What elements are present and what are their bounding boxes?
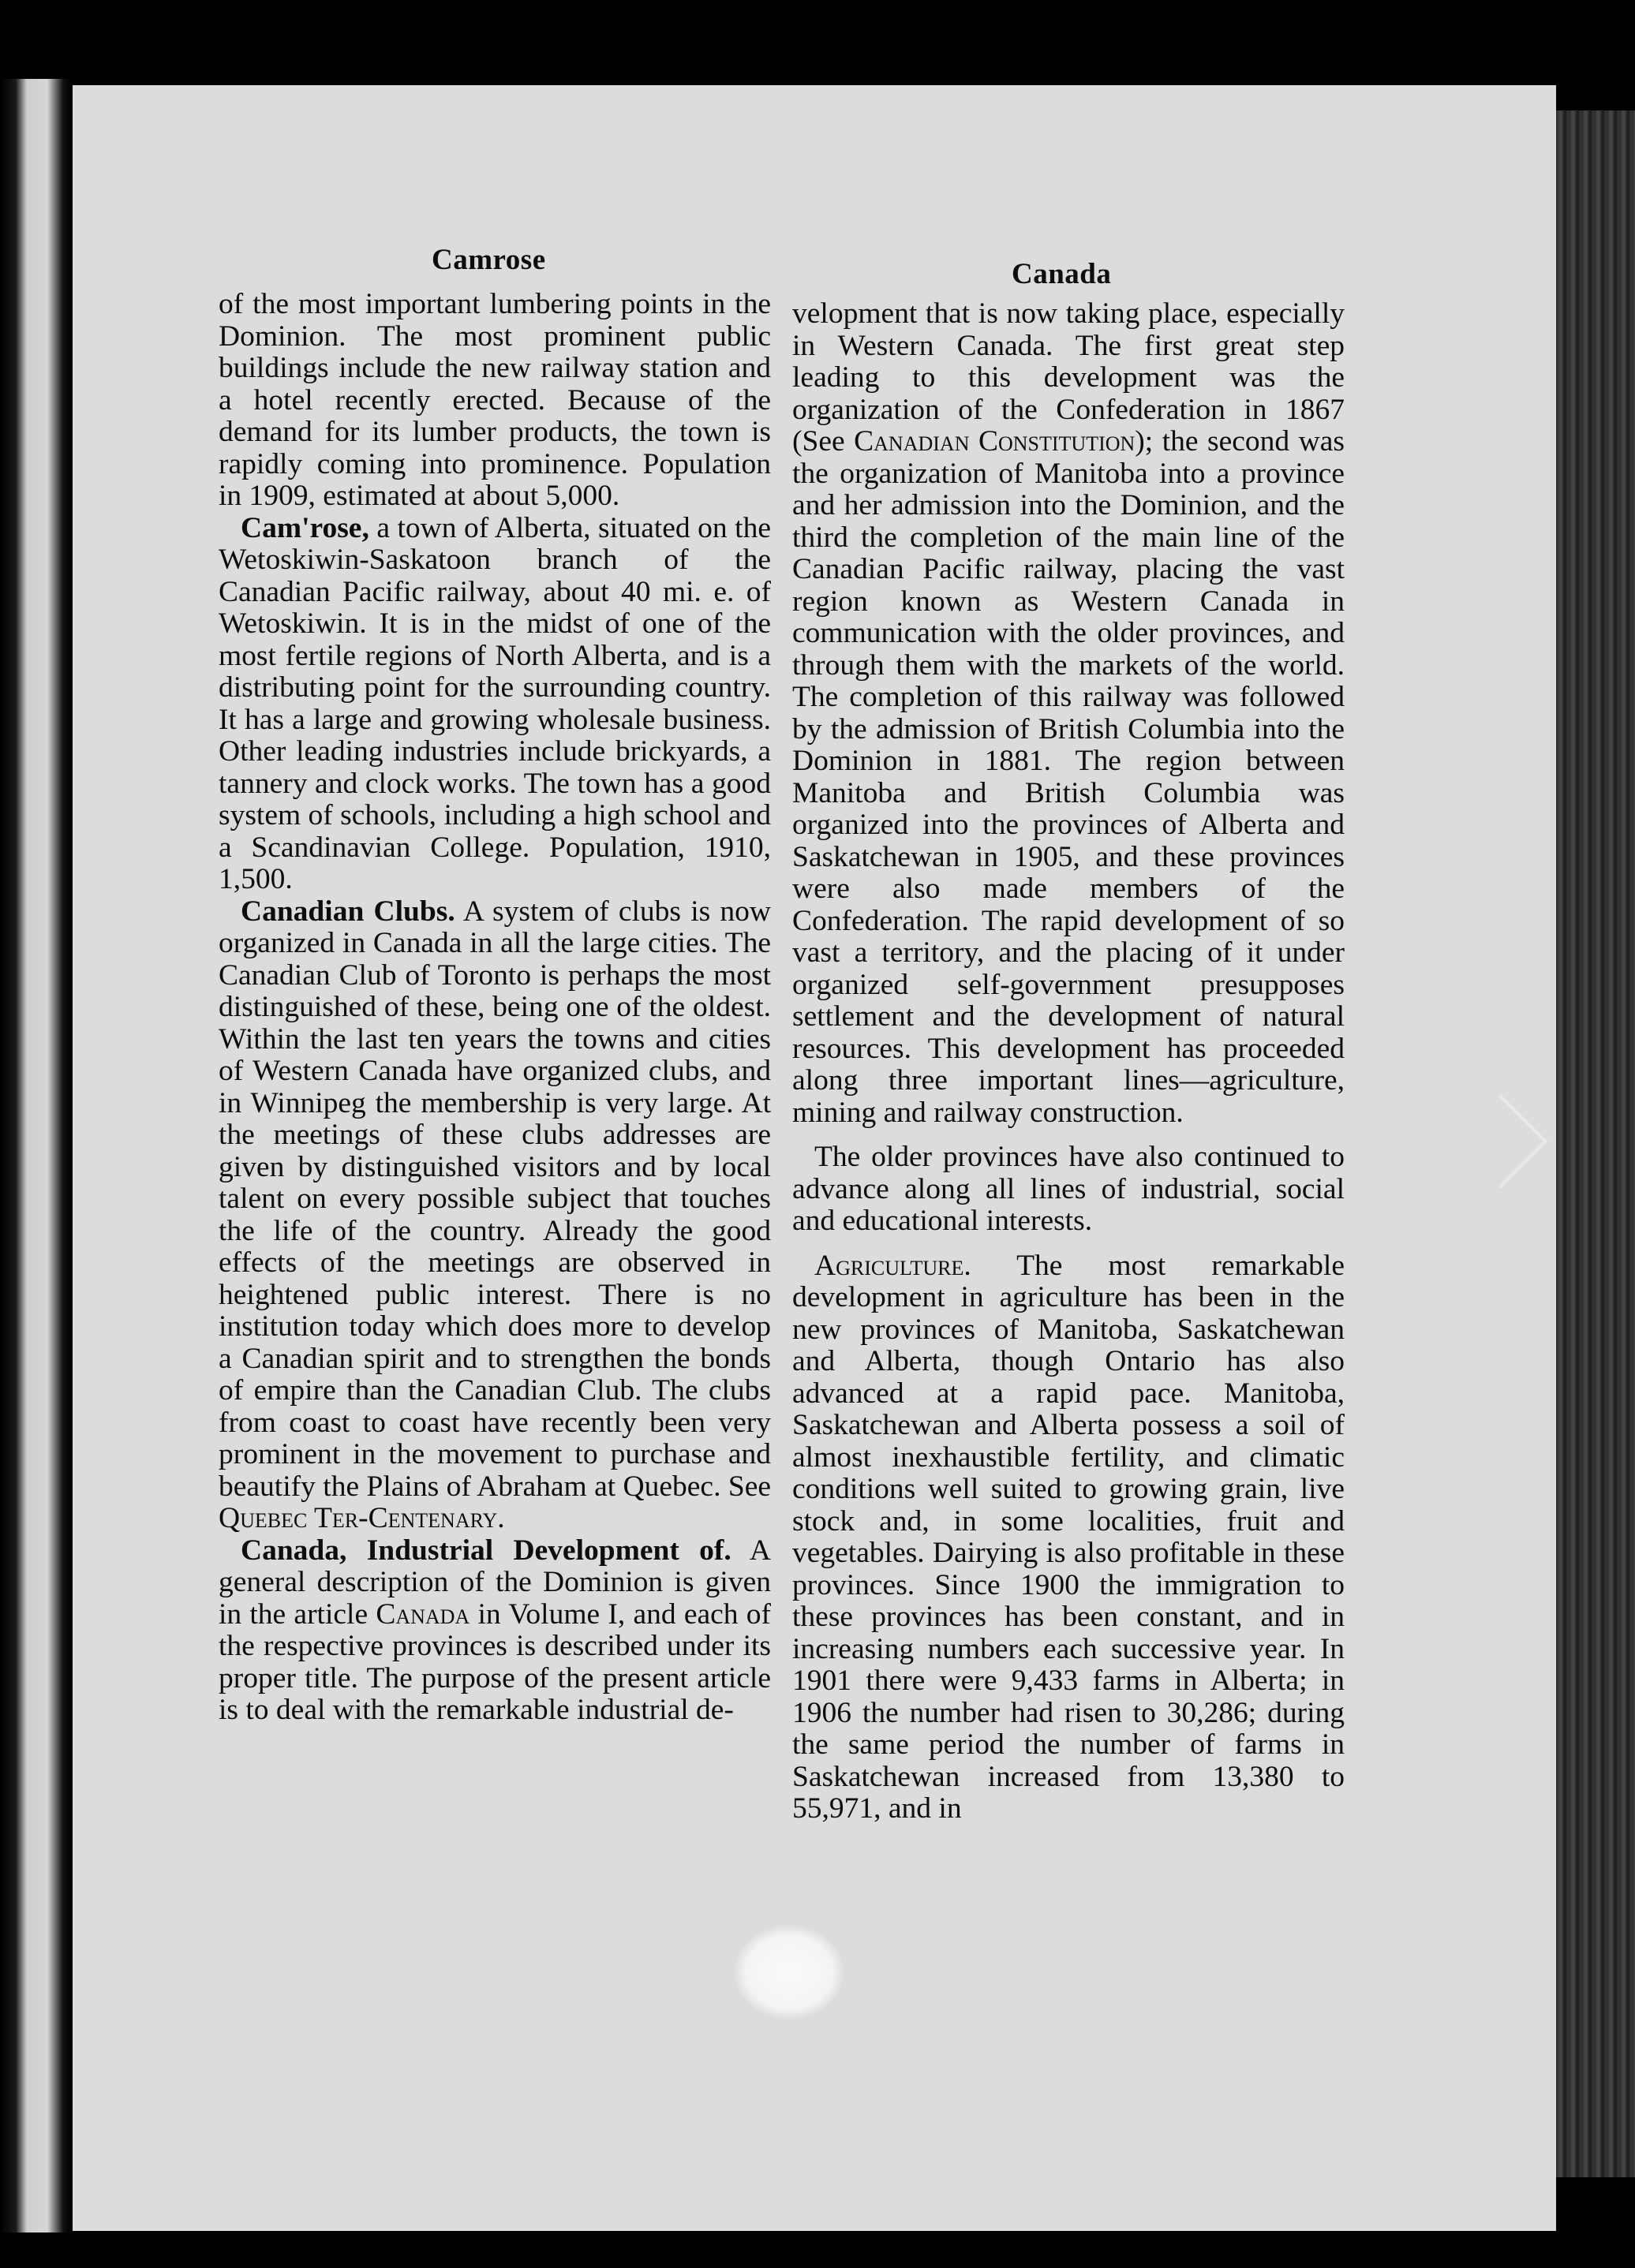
cross-reference: Canada (376, 1597, 470, 1631)
paragraph-development-continued: velopment that is now taking place, especially in Western Canada. The first great step leading to this development was the organization of the Confederation in 1867 (See Canadian Constitution); the second was the organization of Manitoba into a province and her admission into the Dominion, and the third the completion of the main line of the Canadian Pacific railway, placing the vast region known as Western Canada in communication with the older provinces, and through them with the markets of the world. The completion of this railway was followed by the admission of British Columbia into the Dominion in 1881. The region between Manitoba and British Columbia was organized into the provinces of Alberta and Saskatchewan in 1905, and these provinces were also made members of the Confederation. The rapid development of so vast a territory, and the placing of it under organized self-government presupposes settlement and the development of natural resources. This development has proceeded along three important lines—agriculture, mining and railway construction. (792, 297, 1345, 1129)
entry-camrose: Cam'rose, a town of Alberta, situated on the Wetoskiwin-Saskatoon branch of the Canadian Pacific railway, about 40 mi. e. of Wetoskiwin. It is in the midst of one of the most fertile regions of North Alberta, and is a distributing point for the surrounding country. It has a large and growing wholesale business. Other leading industries include brickyards, a tannery and clock works. The town has a good system of schools, including a high school and a Scandinavian College. Population, 1910, 1,500. (219, 511, 771, 895)
running-head-right: Canada (1012, 258, 1112, 290)
running-head-left: Camrose (432, 244, 546, 276)
left-column (219, 289, 771, 1727)
paragraph-camrose-continued: of the most important lumbering points in the Dominion. The most prominent public buildings include the new railway station and a hotel recently erected. Because of the demand for its lumber products, the town is rapidly coming into prominence. Population in 1909, estimated at about 5,000. (219, 288, 771, 512)
right-column (792, 298, 1345, 1825)
paper-damage-blot (734, 1925, 844, 2020)
cross-reference: Canadian Constitution (854, 425, 1136, 458)
cross-reference: Quebec Ter-Centenary (219, 1502, 498, 1534)
entry-term: Canada, Industrial Development of. (241, 1534, 731, 1567)
book-page (73, 85, 1556, 2231)
entry-canadian-clubs: Canadian Clubs. A system of clubs is now organized in Canada in all the large cities. The Canadian Club of Toronto is perhaps the most distinguished of these, being one of the oldest. Within the last ten years the towns and cities of Western Canada have organized clubs, and in Winnipeg the membership is very large. At the meetings of these clubs addresses are given by distinguished visitors and by local talent on every possible subject that touches the life of the country. Already the good effects of the meetings are observed in heightened public interest. There is no institution today which does more to develop a Canadian spirit and to strengthen the bonds of empire than the Canadian Club. The clubs from coast to coast have recently been very prominent in the movement to purchase and beautify the Plains of Abraham at Quebec. See Quebec Ter-Centenary. (219, 895, 771, 1534)
entry-term: Cam'rose, (241, 511, 369, 544)
section-heading: Agriculture. (814, 1249, 971, 1282)
entry-canada-industrial-development: Canada, Industrial Development of. A general description of the Dominion is given in the article Canada in Volume I, and each of the respective provinces is described under its proper title. The purpose of the present article is to deal with the remarkable industrial de- (219, 1534, 772, 1726)
section-agriculture: Agriculture. The most remarkable development in agriculture has been in the new provinces of Manitoba, Saskatchewan and Alberta, though Ontario has also advanced at a rapid pace. Manitoba, Saskatchewan and Alberta possess a soil of almost inexhaustible fertility, and climatic conditions well suited to growing grain, live stock and, in some localities, fruit and vegetables. Dairying is also profitable in these provinces. Since 1900 the immigration to these provinces has been constant, and in increasing numbers each successive year. In 1901 there were 9,433 farms in Alberta; in 1906 the number had risen to 30,286; during the same period the number of farms in Saskatchewan increased from 13,380 to 55,971, and in (792, 1249, 1345, 1825)
entry-term: Canadian Clubs. (241, 895, 455, 928)
paragraph-older-provinces: The older provinces have also continued to advance along all lines of industrial, social and educational interests. (792, 1141, 1345, 1237)
facing-page-edge (0, 79, 71, 2233)
book-spine-edge (1556, 110, 1635, 2177)
